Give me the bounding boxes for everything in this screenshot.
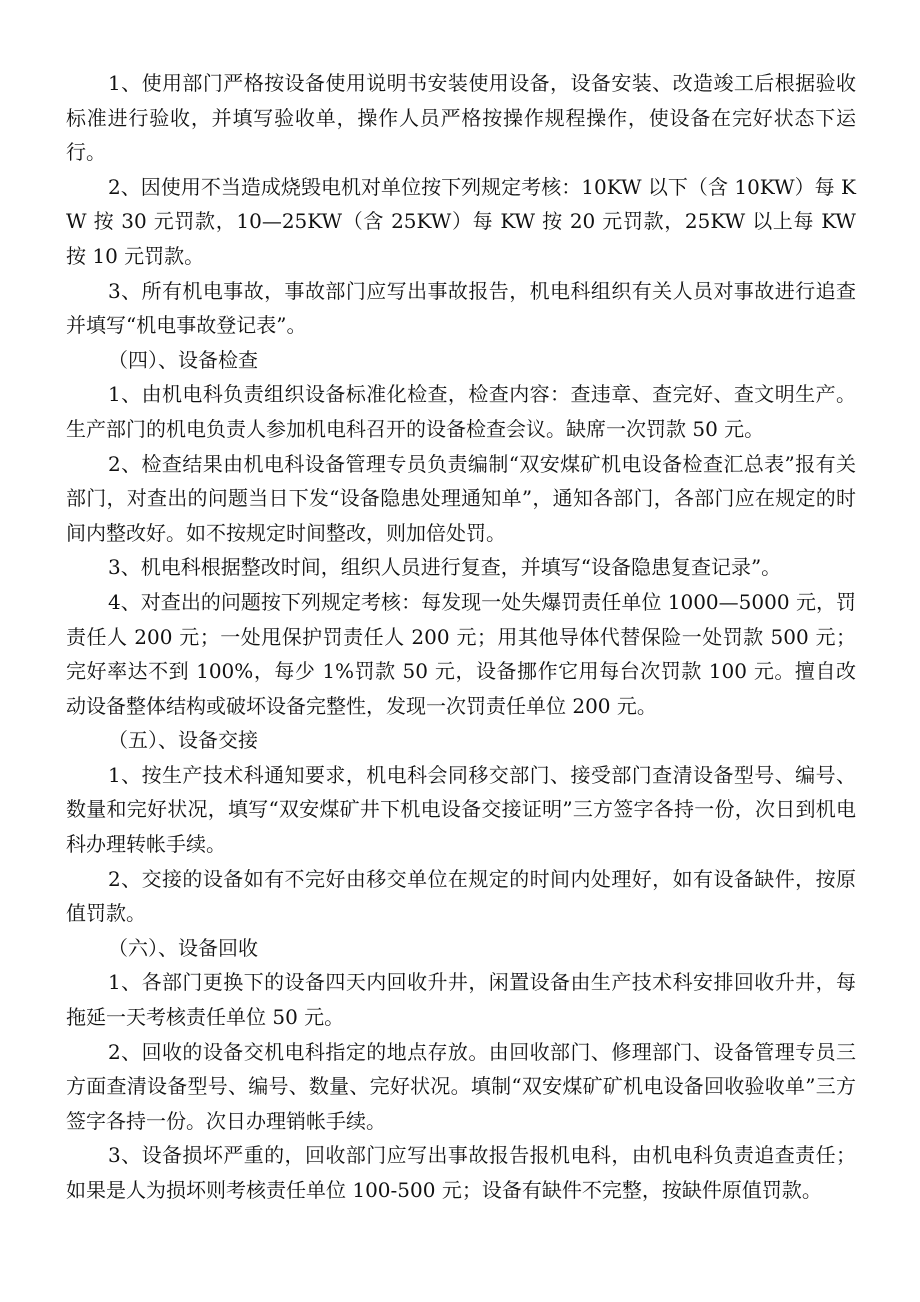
paragraph-usage-2: 2、因使用不当造成烧毁电机对单位按下列规定考核：10KW 以下（含 10KW）每 KW 按 30 元罚款，10—25KW（含 25KW）每 KW 按 20 元罚款，25KW 以上每 KW 按 10 元罚款。 [66,174,856,268]
paragraph-inspection-4: 4、对查出的问题按下列规定考核：每发现一处失爆罚责任单位 1000—5000 元，罚责任人 200 元；一处甩保护罚责任人 200 元；用其他导体代替保险一处罚款 500 元；完好率达不到 100%，每少 1%罚款 50 元，设备挪作它用每台次罚款 100 元。擅自改动设备整体结构或破坏设备完整性，发现一次罚责任单位 200 元。 [66,589,856,718]
paragraph-usage-1: 1、使用部门严格按设备使用说明书安装使用设备，设备安装、改造竣工后根据验收标准进行验收，并填写验收单，操作人员严格按操作规程操作，使设备在完好状态下运行。 [66,71,856,165]
document-body [66,66,856,1208]
paragraph-inspection-3: 3、机电科根据整改时间，组织人员进行复查，并填写“设备隐患复查记录”。 [108,555,782,580]
section-heading-inspection: （四）、设备检查 [108,347,258,372]
paragraph-handover-1: 1、按生产技术科通知要求，机电科会同移交部门、接受部门查清设备型号、编号、数量和完好状况，填写“双安煤矿井下机电设备交接证明”三方签字各持一份，次日到机电科办理转帐手续。 [66,762,856,857]
paragraph-recovery-2: 2、回收的设备交机电科指定的地点存放。由回收部门、修理部门、设备管理专员三方面查清设备型号、编号、数量、完好状况。填制“双安煤矿矿机电设备回收验收单”三方签字各持一份。次日办理销帐手续。 [66,1039,856,1133]
paragraph-inspection-2: 2、检查结果由机电科设备管理专员负责编制“双安煤矿机电设备检查汇总表”报有关部门，对查出的问题当日下发“设备隐患处理通知单”，通知各部门，各部门应在规定的时间内整改好。如不按规定时间整改，则加倍处罚。 [66,451,856,545]
paragraph-usage-3: 3、所有机电事故，事故部门应写出事故报告，机电科组织有关人员对事故进行追查并填写“机电事故登记表”。 [66,278,856,338]
paragraph-recovery-1: 1、各部门更换下的设备四天内回收升井，闲置设备由生产技术科安排回收升井，每拖延一天考核责任单位 50 元。 [66,970,856,1030]
paragraph-recovery-3: 3、设备损坏严重的，回收部门应写出事故报告报机电科，由机电科负责追查责任；如果是人为损坏则考核责任单位 100-500 元；设备有缺件不完整，按缺件原值罚款。 [66,1143,856,1202]
section-heading-recovery: （六）、设备回收 [108,935,258,960]
paragraph-inspection-1: 1、由机电科负责组织设备标准化检查，检查内容：查违章、查完好、查文明生产。生产部门的机电负责人参加机电科召开的设备检查会议。缺席一次罚款 50 元。 [66,382,856,441]
section-heading-handover: （五）、设备交接 [108,728,258,753]
paragraph-handover-2: 2、交接的设备如有不完好由移交单位在规定的时间内处理好，如有设备缺件，按原值罚款。 [66,866,856,926]
